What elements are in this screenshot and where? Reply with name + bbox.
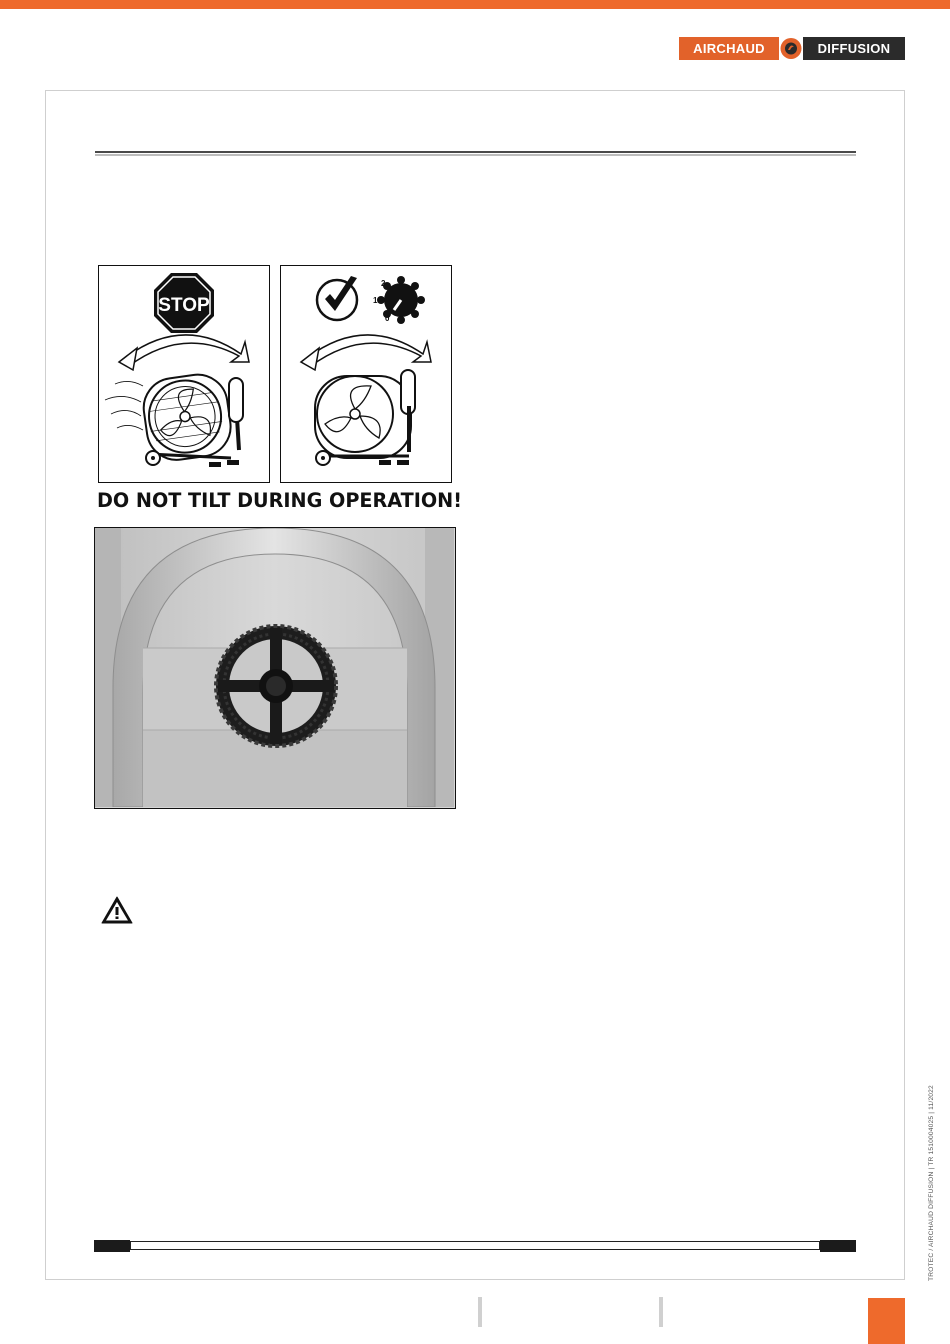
- footer-bar: [94, 1240, 856, 1252]
- brand-emblem-icon: [779, 37, 803, 60]
- illustration-ok-panel: [280, 265, 452, 483]
- document-reference: TROTEC / AIRCHAUD DIFFUSION | TR 1510004025 | 11/2022: [928, 1085, 935, 1281]
- brand-right-text: DIFFUSION: [803, 37, 905, 60]
- tilt-knob-photo: [94, 527, 456, 809]
- check-circle-icon: [317, 276, 357, 320]
- stop-sign-icon: [154, 273, 214, 333]
- top-accent-bar: [0, 0, 950, 9]
- header-rule: [95, 151, 856, 156]
- dial-label-2: 2: [381, 279, 386, 288]
- illustration-stop-panel: [98, 265, 270, 483]
- warning-triangle-icon: [101, 896, 133, 924]
- brand-left-text: AIRCHAUD: [679, 37, 779, 60]
- dial-label-1: 1: [373, 296, 378, 305]
- footer-divider-1: [478, 1297, 482, 1327]
- brand-logo: [679, 37, 905, 60]
- dial-label-0: 0: [385, 314, 390, 323]
- stop-sign-label: STOP: [158, 295, 210, 316]
- speed-dial-icon: [373, 276, 425, 324]
- page-number-block: [868, 1298, 905, 1344]
- tilt-warning-caption: DO NOT TILT DURING OPERATION!: [97, 489, 462, 512]
- footer-divider-2: [659, 1297, 663, 1327]
